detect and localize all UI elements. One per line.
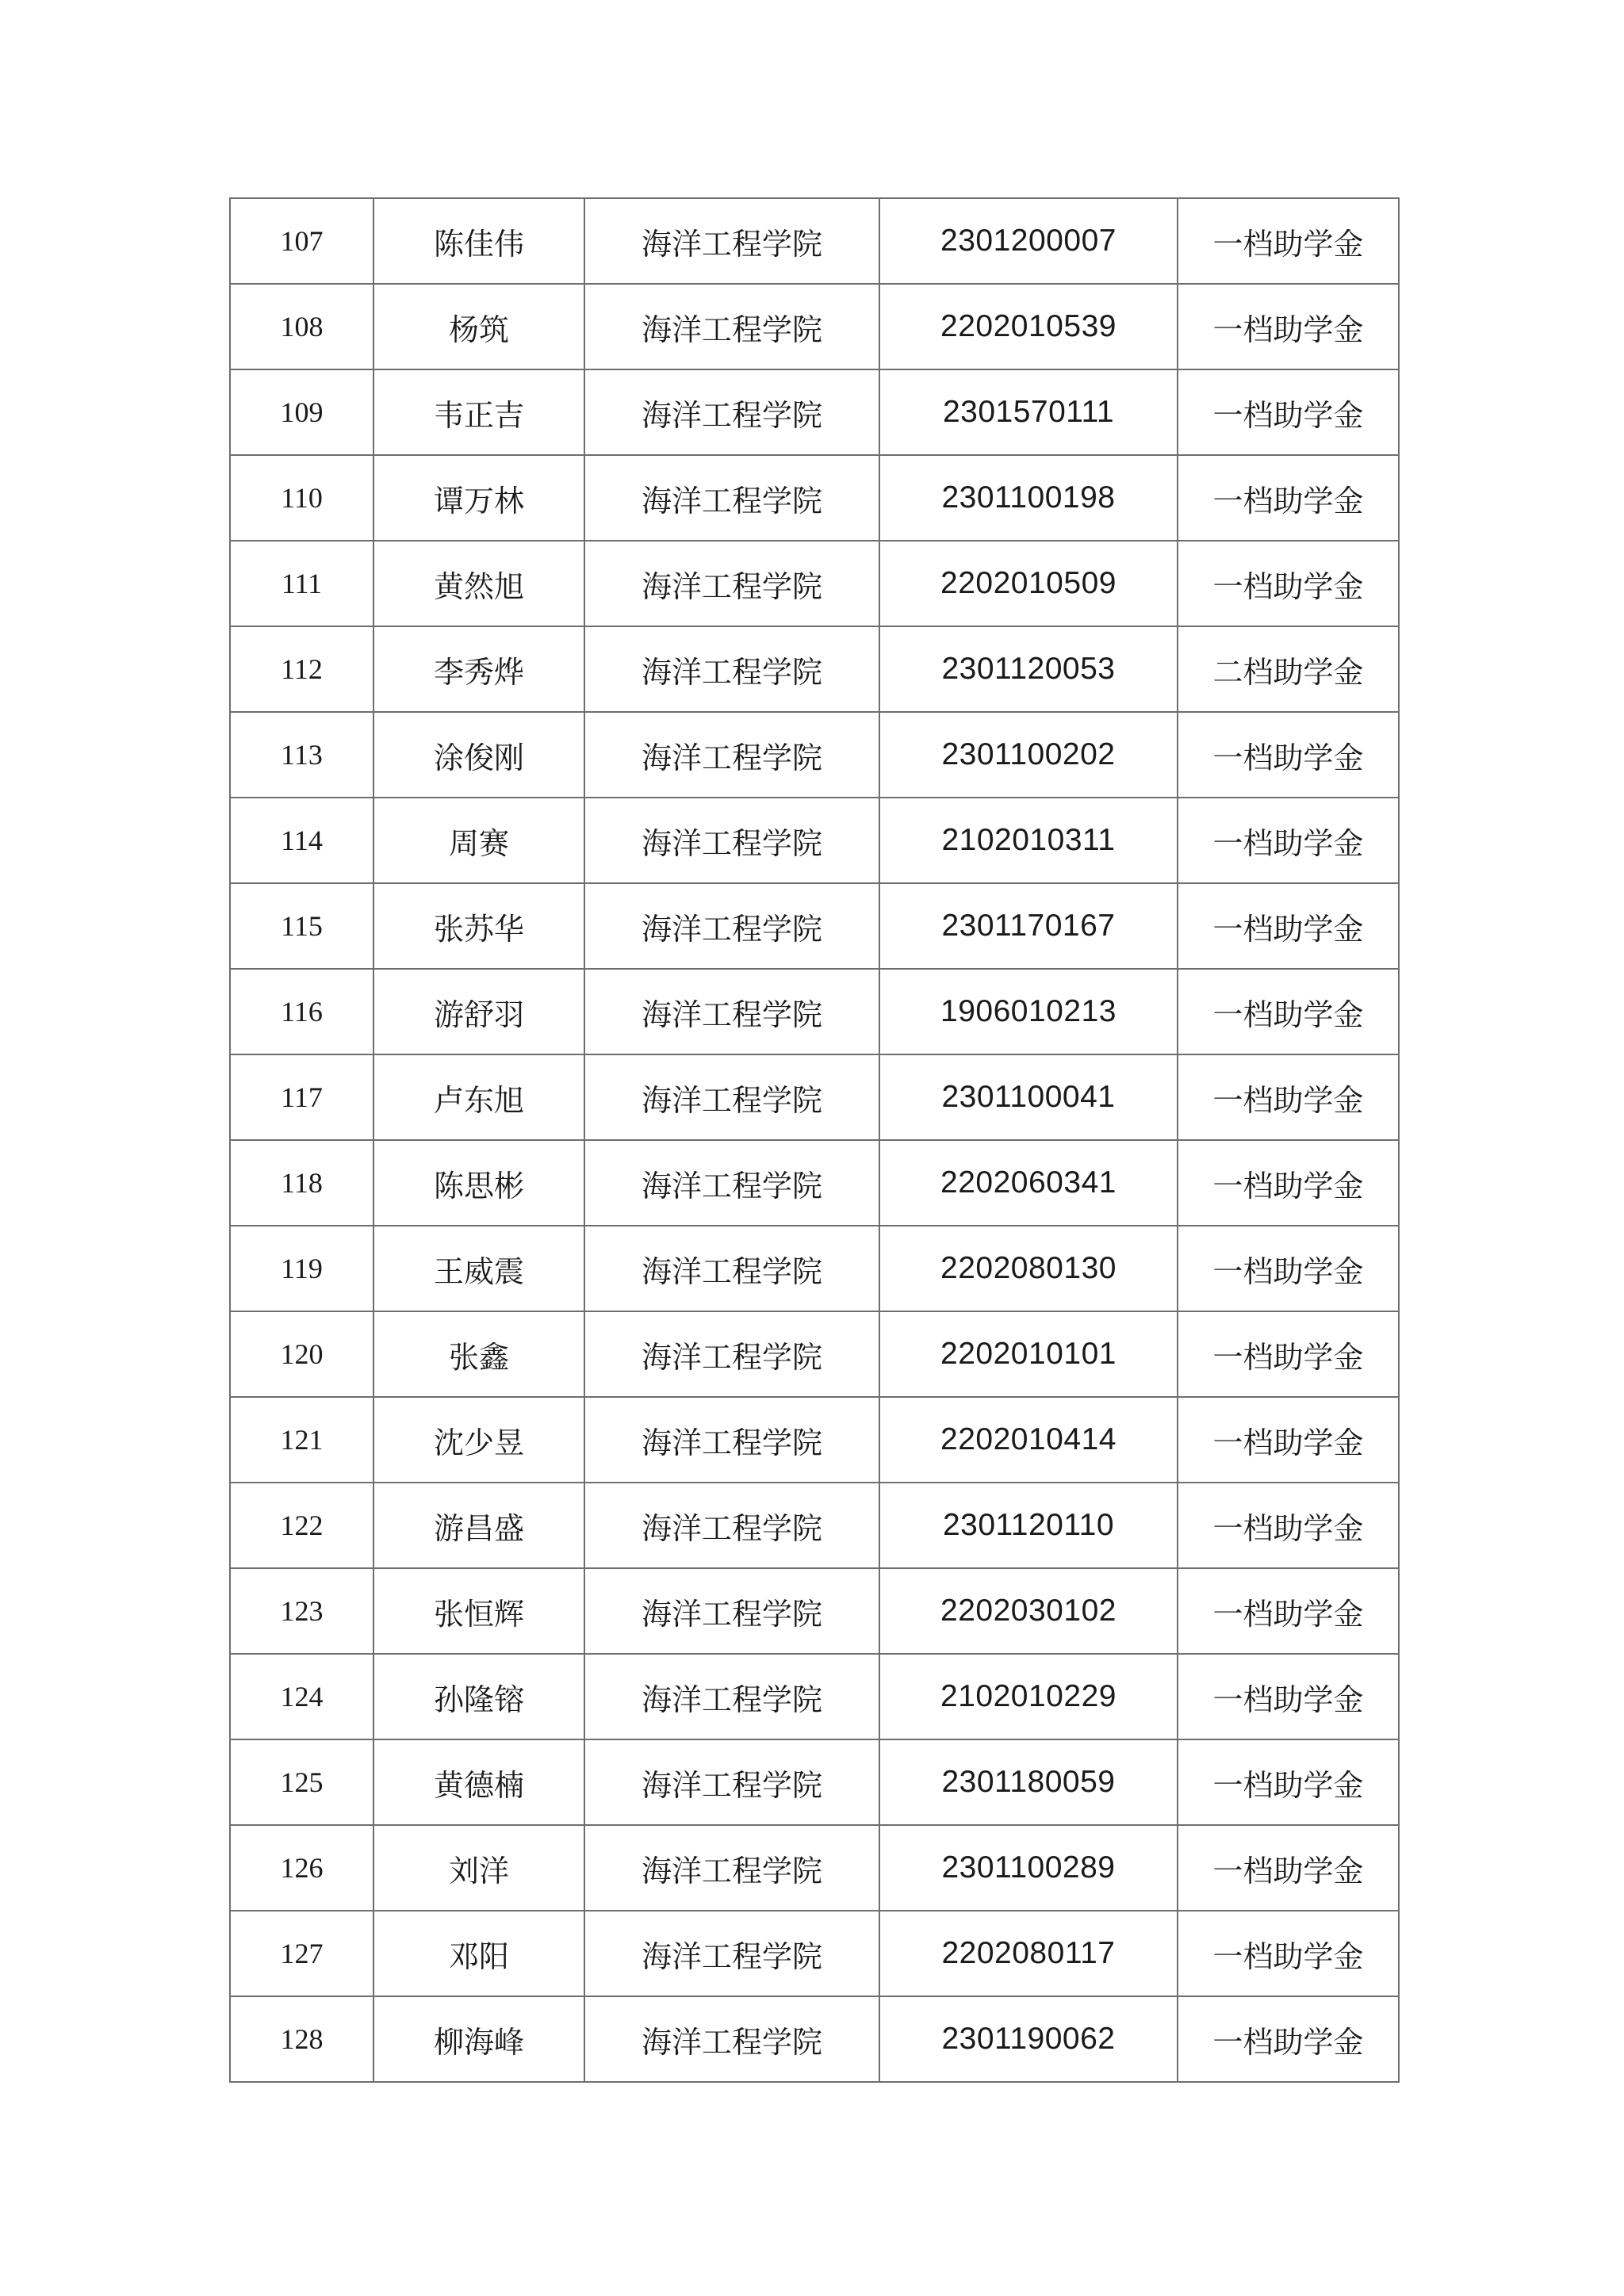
- student-name: 游昌盛: [373, 1483, 584, 1568]
- table-row: [230, 626, 1399, 712]
- college-name: 海洋工程学院: [584, 798, 879, 883]
- table-row: [230, 1054, 1399, 1140]
- table-row: [230, 455, 1399, 541]
- student-name: 卢东旭: [373, 1054, 584, 1140]
- row-index: 110: [230, 455, 373, 541]
- college-name: 海洋工程学院: [584, 712, 879, 798]
- college-name: 海洋工程学院: [584, 1483, 879, 1568]
- college-name: 海洋工程学院: [584, 883, 879, 969]
- college-name: 海洋工程学院: [584, 1397, 879, 1483]
- row-index: 122: [230, 1483, 373, 1568]
- student-id: 2202010101: [879, 1311, 1178, 1397]
- student-name: 沈少昱: [373, 1397, 584, 1483]
- grant-level: 二档助学金: [1178, 626, 1399, 712]
- row-index: 108: [230, 284, 373, 369]
- grant-level: 一档助学金: [1178, 369, 1399, 455]
- grant-level: 一档助学金: [1178, 1996, 1399, 2082]
- grant-level: 一档助学金: [1178, 1483, 1399, 1568]
- student-name: 柳海峰: [373, 1996, 584, 2082]
- college-name: 海洋工程学院: [584, 1140, 879, 1226]
- row-index: 118: [230, 1140, 373, 1226]
- grant-level: 一档助学金: [1178, 712, 1399, 798]
- table-body: [230, 198, 1399, 2082]
- row-index: 117: [230, 1054, 373, 1140]
- grant-level: 一档助学金: [1178, 969, 1399, 1054]
- student-name: 刘洋: [373, 1825, 584, 1911]
- table-row: [230, 198, 1399, 284]
- student-id: 2202010414: [879, 1397, 1178, 1483]
- grant-level: 一档助学金: [1178, 1568, 1399, 1654]
- student-name: 周赛: [373, 798, 584, 883]
- table-row: [230, 969, 1399, 1054]
- table-row: [230, 1739, 1399, 1825]
- grant-level: 一档助学金: [1178, 1226, 1399, 1311]
- student-id: 2301120053: [879, 626, 1178, 712]
- row-index: 112: [230, 626, 373, 712]
- college-name: 海洋工程学院: [584, 1654, 879, 1739]
- table-row: [230, 1311, 1399, 1397]
- grant-level: 一档助学金: [1178, 1311, 1399, 1397]
- grant-recipients-table: [229, 197, 1400, 2083]
- grant-level: 一档助学金: [1178, 455, 1399, 541]
- table-row: [230, 1911, 1399, 1996]
- college-name: 海洋工程学院: [584, 626, 879, 712]
- student-name: 张恒辉: [373, 1568, 584, 1654]
- row-index: 123: [230, 1568, 373, 1654]
- table-row: [230, 1568, 1399, 1654]
- grant-level: 一档助学金: [1178, 1054, 1399, 1140]
- student-id: 2102010311: [879, 798, 1178, 883]
- student-name: 邓阳: [373, 1911, 584, 1996]
- row-index: 114: [230, 798, 373, 883]
- student-name: 陈思彬: [373, 1140, 584, 1226]
- student-name: 张苏华: [373, 883, 584, 969]
- student-name: 黄然旭: [373, 541, 584, 626]
- student-name: 王威震: [373, 1226, 584, 1311]
- student-name: 陈佳伟: [373, 198, 584, 284]
- college-name: 海洋工程学院: [584, 369, 879, 455]
- grant-level: 一档助学金: [1178, 198, 1399, 284]
- college-name: 海洋工程学院: [584, 1054, 879, 1140]
- grant-level: 一档助学金: [1178, 1825, 1399, 1911]
- student-name: 涂俊刚: [373, 712, 584, 798]
- grant-level: 一档助学金: [1178, 1654, 1399, 1739]
- grant-level: 一档助学金: [1178, 541, 1399, 626]
- student-name: 黄德楠: [373, 1739, 584, 1825]
- student-name: 张鑫: [373, 1311, 584, 1397]
- row-index: 113: [230, 712, 373, 798]
- row-index: 125: [230, 1739, 373, 1825]
- student-name: 孙隆镕: [373, 1654, 584, 1739]
- row-index: 115: [230, 883, 373, 969]
- student-id: 2202030102: [879, 1568, 1178, 1654]
- table-row: [230, 1996, 1399, 2082]
- student-name: 杨筑: [373, 284, 584, 369]
- table-row: [230, 712, 1399, 798]
- college-name: 海洋工程学院: [584, 1825, 879, 1911]
- college-name: 海洋工程学院: [584, 1911, 879, 1996]
- college-name: 海洋工程学院: [584, 969, 879, 1054]
- student-id: 2202010539: [879, 284, 1178, 369]
- student-id: 2301100289: [879, 1825, 1178, 1911]
- grant-level: 一档助学金: [1178, 1397, 1399, 1483]
- row-index: 126: [230, 1825, 373, 1911]
- student-name: 李秀烨: [373, 626, 584, 712]
- table-row: [230, 1825, 1399, 1911]
- grant-level: 一档助学金: [1178, 1739, 1399, 1825]
- table-row: [230, 1483, 1399, 1568]
- student-id: 2301190062: [879, 1996, 1178, 2082]
- table-row: [230, 369, 1399, 455]
- college-name: 海洋工程学院: [584, 1739, 879, 1825]
- student-name: 韦正吉: [373, 369, 584, 455]
- grant-level: 一档助学金: [1178, 284, 1399, 369]
- student-id: 2202060341: [879, 1140, 1178, 1226]
- student-id: 2301200007: [879, 198, 1178, 284]
- table-row: [230, 1397, 1399, 1483]
- student-id: 2301100041: [879, 1054, 1178, 1140]
- college-name: 海洋工程学院: [584, 1311, 879, 1397]
- student-name: 谭万林: [373, 455, 584, 541]
- student-id: 1906010213: [879, 969, 1178, 1054]
- college-name: 海洋工程学院: [584, 284, 879, 369]
- table-row: [230, 1140, 1399, 1226]
- student-id: 2301570111: [879, 369, 1178, 455]
- grant-level: 一档助学金: [1178, 1911, 1399, 1996]
- student-id: 2301100202: [879, 712, 1178, 798]
- student-id: 2301100198: [879, 455, 1178, 541]
- student-id: 2202080130: [879, 1226, 1178, 1311]
- table-row: [230, 883, 1399, 969]
- document-page: [229, 197, 1398, 2083]
- row-index: 119: [230, 1226, 373, 1311]
- grant-level: 一档助学金: [1178, 798, 1399, 883]
- college-name: 海洋工程学院: [584, 1226, 879, 1311]
- row-index: 109: [230, 369, 373, 455]
- row-index: 111: [230, 541, 373, 626]
- student-id: 2202080117: [879, 1911, 1178, 1996]
- grant-level: 一档助学金: [1178, 883, 1399, 969]
- table-row: [230, 798, 1399, 883]
- college-name: 海洋工程学院: [584, 198, 879, 284]
- row-index: 127: [230, 1911, 373, 1996]
- row-index: 124: [230, 1654, 373, 1739]
- table-row: [230, 284, 1399, 369]
- table-row: [230, 1654, 1399, 1739]
- college-name: 海洋工程学院: [584, 455, 879, 541]
- student-id: 2102010229: [879, 1654, 1178, 1739]
- student-id: 2301120110: [879, 1483, 1178, 1568]
- row-index: 120: [230, 1311, 373, 1397]
- student-id: 2202010509: [879, 541, 1178, 626]
- student-id: 2301180059: [879, 1739, 1178, 1825]
- row-index: 107: [230, 198, 373, 284]
- student-id: 2301170167: [879, 883, 1178, 969]
- student-name: 游舒羽: [373, 969, 584, 1054]
- grant-level: 一档助学金: [1178, 1140, 1399, 1226]
- table-row: [230, 541, 1399, 626]
- college-name: 海洋工程学院: [584, 541, 879, 626]
- college-name: 海洋工程学院: [584, 1996, 879, 2082]
- college-name: 海洋工程学院: [584, 1568, 879, 1654]
- row-index: 121: [230, 1397, 373, 1483]
- row-index: 116: [230, 969, 373, 1054]
- table-row: [230, 1226, 1399, 1311]
- row-index: 128: [230, 1996, 373, 2082]
